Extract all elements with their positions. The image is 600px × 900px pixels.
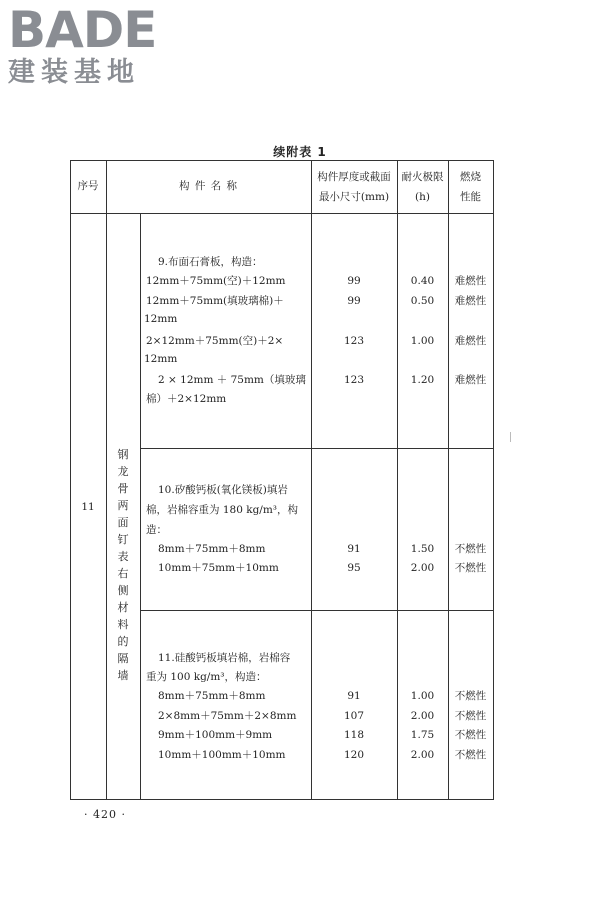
item-fire-limit: 1.00 (410, 335, 435, 347)
category-label: 钢龙骨两面钉表右侧材料的隔墙 (117, 448, 129, 682)
item-burn: 不燃性 (454, 562, 487, 574)
item-desc: 12mm＋75mm(空)＋12mm (146, 275, 286, 287)
header-divider (70, 213, 494, 214)
item-burn: 难燃性 (454, 335, 487, 347)
item-fire-limit: 2.00 (410, 710, 435, 722)
item-burn: 难燃性 (454, 275, 487, 287)
item-fire-limit: 2.00 (410, 749, 435, 761)
item-thickness: 107 (343, 710, 365, 722)
item-desc: 2×12mm＋75mm(空)＋2× (146, 335, 284, 347)
header-name: 构 件 名 称 (178, 180, 238, 192)
item-thickness: 123 (343, 335, 365, 347)
item-burn: 不燃性 (454, 543, 487, 555)
header-fire-2: (h) (415, 191, 430, 203)
item-desc: 棉）＋2×12mm (146, 393, 227, 405)
item-fire-limit: 0.40 (410, 275, 435, 287)
col-divider-seq (106, 160, 107, 800)
col-divider-thickness (397, 160, 398, 800)
group-title: 11.硅酸钙板填岩棉，岩棉容 (158, 652, 291, 664)
table-caption: 续附表 1 (273, 145, 327, 159)
item-fire-limit: 1.50 (410, 543, 435, 555)
item-desc: 12mm＋75mm(填玻璃棉)＋ (146, 295, 284, 307)
group-divider-2 (140, 610, 494, 611)
item-desc: 12mm (144, 313, 178, 325)
header-burn-2: 性能 (460, 191, 481, 203)
item-desc: 2×8mm＋75mm＋2×8mm (158, 710, 297, 722)
page-number: · 420 · (84, 808, 126, 821)
header-thickness-2: 最小尺寸(mm) (318, 191, 390, 203)
group-title: 10.矽酸钙板(氧化镁板)填岩 (158, 484, 288, 496)
item-desc: 8mm＋75mm＋8mm (158, 690, 266, 702)
item-burn: 不燃性 (454, 710, 487, 722)
col-divider-fire (448, 160, 449, 800)
table-border-top (70, 160, 494, 161)
item-thickness: 120 (343, 749, 365, 761)
item-desc: 8mm＋75mm＋8mm (158, 543, 266, 555)
header-burn-1: 燃烧 (460, 171, 481, 183)
logo-text-cn: 建装基地 (8, 57, 140, 88)
group-divider-1 (140, 448, 494, 449)
group-title: 9.布面石膏板，构造： (158, 256, 263, 268)
item-thickness: 99 (347, 275, 361, 287)
item-burn: 难燃性 (454, 374, 487, 386)
logo (8, 1, 157, 90)
item-burn: 不燃性 (454, 749, 487, 761)
col-divider-name (311, 160, 312, 800)
item-burn: 难燃性 (454, 295, 487, 307)
header-thickness-1: 构件厚度或截面 (317, 171, 391, 183)
table-border-left (70, 160, 71, 800)
item-desc: 12mm (144, 353, 178, 365)
item-thickness: 91 (347, 690, 361, 702)
item-thickness: 118 (343, 729, 365, 741)
item-burn: 不燃性 (454, 690, 487, 702)
header-seq: 序号 (77, 180, 99, 192)
item-fire-limit: 0.50 (410, 295, 435, 307)
group-title: 棉，岩棉容重为 180 kg/m³，构 (146, 504, 299, 516)
item-fire-limit: 1.20 (410, 374, 435, 386)
logo-text-en: BADE (8, 1, 157, 59)
row-number: 11 (81, 501, 95, 513)
item-burn: 不燃性 (454, 729, 487, 741)
table-border-bottom (70, 799, 494, 800)
header-fire-1: 耐火极限 (401, 171, 444, 183)
item-thickness: 99 (347, 295, 361, 307)
col-divider-category (140, 213, 141, 800)
item-desc: 9mm＋100mm＋9mm (158, 729, 273, 741)
item-thickness: 95 (347, 562, 361, 574)
group-title: 造： (146, 524, 167, 536)
item-thickness: 91 (347, 543, 361, 555)
item-fire-limit: 2.00 (410, 562, 435, 574)
group-title: 重为 100 kg/m³，构造： (146, 671, 267, 683)
item-fire-limit: 1.75 (410, 729, 435, 741)
item-desc: 2 × 12mm ＋ 75mm（填玻璃 (158, 374, 306, 386)
fire-resistance-table (70, 160, 494, 800)
item-fire-limit: 1.00 (410, 690, 435, 702)
item-thickness: 123 (343, 374, 365, 386)
item-desc: 10mm＋75mm＋10mm (158, 562, 279, 574)
scan-mark (510, 432, 511, 442)
item-desc: 10mm＋100mm＋10mm (158, 749, 286, 761)
table-border-right (493, 160, 494, 800)
